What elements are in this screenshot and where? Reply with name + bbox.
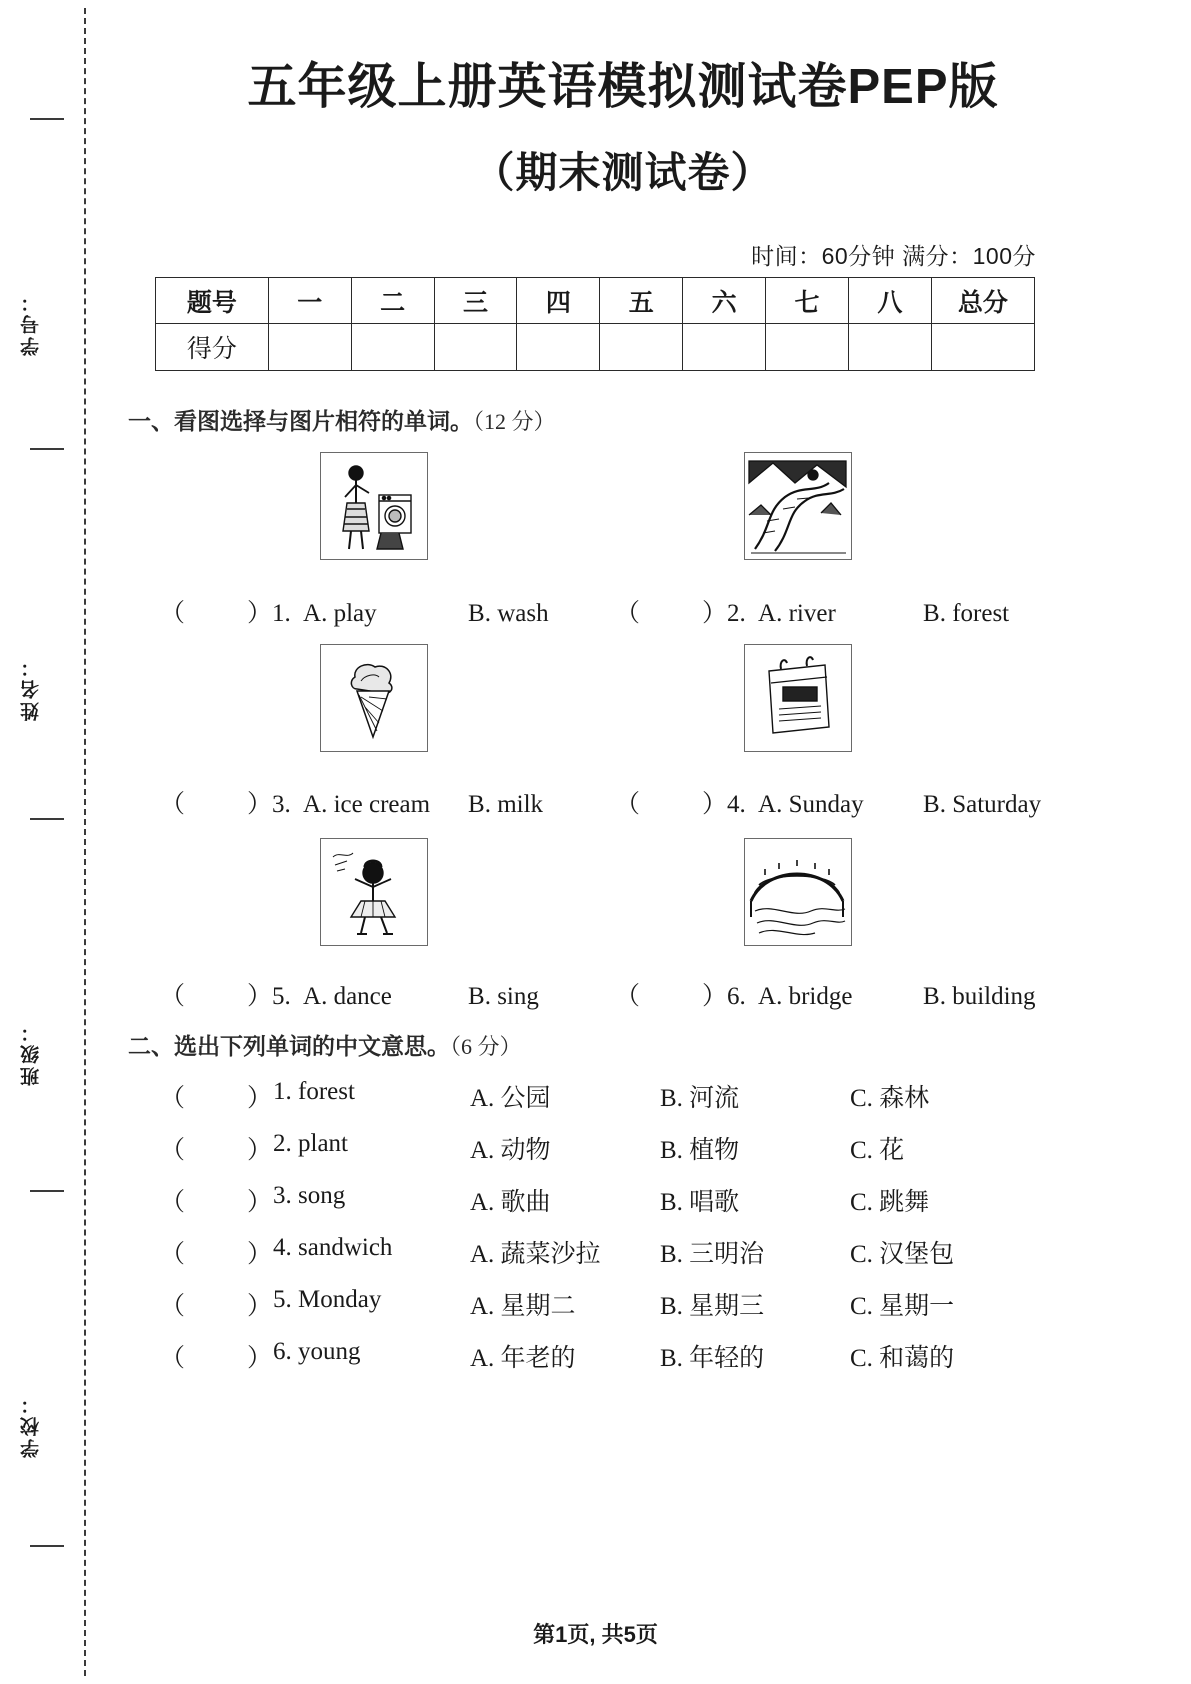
section-1-heading — [128, 403, 556, 436]
question-number-3: 3. — [272, 791, 291, 818]
score-cell-3[interactable] — [517, 324, 600, 371]
option-a-2[interactable]: A. river — [758, 600, 836, 627]
question-word-s2-2: plant — [298, 1130, 348, 1157]
score-cell-2[interactable] — [434, 324, 517, 371]
score-cell-total[interactable] — [931, 324, 1034, 371]
margin-label-name: 姓名： — [21, 655, 42, 721]
answer-bracket-s2-6[interactable]: （ ） — [160, 1345, 273, 1372]
question-1[interactable] — [160, 593, 549, 629]
question-number-1: 1. — [272, 600, 291, 627]
question-word-s2-1: forest — [298, 1078, 355, 1105]
question-number-s2-1: 1. — [273, 1078, 292, 1105]
margin-rule-3 — [30, 818, 64, 820]
question-6[interactable] — [615, 976, 1036, 1012]
woman-washing-clothes-icon — [321, 453, 426, 558]
answer-paren-close-1: ） — [247, 600, 273, 627]
question-number-s2-4: 4. — [273, 1234, 292, 1261]
option-b-6[interactable]: B. building — [923, 983, 1036, 1010]
question-5[interactable] — [160, 976, 539, 1012]
score-table-col-3: 四 — [517, 278, 600, 324]
option-b-5[interactable]: B. sing — [468, 983, 539, 1010]
answer-paren-open-1: （ — [160, 600, 186, 627]
option-a-3[interactable]: A. ice cream — [303, 791, 431, 818]
score-table-col-7: 八 — [848, 278, 931, 324]
score-table-col-2: 三 — [434, 278, 517, 324]
word-s2-4 — [273, 1234, 392, 1262]
option-b-s2-5[interactable]: B. 星期三 — [660, 1293, 765, 1320]
question-image-4 — [744, 644, 852, 752]
option-c-s2-5[interactable]: C. 星期一 — [850, 1293, 955, 1320]
option-b-s2-2[interactable]: B. 植物 — [660, 1137, 740, 1164]
option-c-s2-1[interactable]: C. 森林 — [850, 1085, 930, 1112]
score-cell-1[interactable] — [351, 324, 434, 371]
question-image-5 — [320, 838, 428, 946]
question-word-s2-4: sandwich — [298, 1234, 393, 1261]
question-4[interactable] — [615, 784, 1041, 820]
section-2-heading — [128, 1028, 522, 1061]
question-number-2: 2. — [727, 600, 746, 627]
question-number-4: 4. — [727, 791, 746, 818]
margin-rule-1 — [30, 118, 64, 120]
arch-bridge-icon — [745, 839, 850, 944]
calendar-saturday-icon — [745, 645, 850, 750]
option-c-s2-3[interactable]: C. 跳舞 — [850, 1189, 930, 1216]
girl-dancing-icon — [321, 839, 426, 944]
option-a-4[interactable]: A. Sunday — [758, 791, 864, 818]
score-cell-5[interactable] — [683, 324, 766, 371]
answer-bracket-s2-2[interactable]: （ ） — [160, 1137, 273, 1164]
margin-label-class: 班级： — [21, 1020, 42, 1086]
score-table-row-label-0: 题号 — [156, 278, 269, 324]
word-s2-3 — [273, 1182, 345, 1210]
option-a-5[interactable]: A. dance — [303, 983, 392, 1010]
answer-paren-close-6: ） — [702, 983, 728, 1010]
question-number-s2-6: 6. — [273, 1338, 292, 1365]
score-cell-7[interactable] — [848, 324, 931, 371]
option-c-s2-2[interactable]: C. 花 — [850, 1137, 905, 1164]
question-number-s2-3: 3. — [273, 1182, 292, 1209]
answer-paren-close-4: ） — [702, 791, 728, 818]
score-cell-4[interactable] — [600, 324, 683, 371]
option-b-2[interactable]: B. forest — [923, 600, 1010, 627]
answer-paren-open-3: （ — [160, 791, 186, 818]
question-image-3 — [320, 644, 428, 752]
margin-rule-4 — [30, 1190, 64, 1192]
answer-paren-close-5: ） — [247, 983, 273, 1010]
question-number-s2-5: 5. — [273, 1286, 292, 1313]
option-a-s2-6[interactable]: A. 年老的 — [470, 1345, 576, 1372]
question-image-2 — [744, 452, 852, 560]
option-a-1[interactable]: A. play — [303, 600, 377, 627]
answer-bracket-s2-1[interactable]: （ ） — [160, 1085, 273, 1112]
word-s2-5 — [273, 1286, 381, 1314]
answer-bracket-s2-3[interactable]: （ ） — [160, 1189, 273, 1216]
score-cell-6[interactable] — [766, 324, 849, 371]
answer-paren-close-2: ） — [702, 600, 728, 627]
margin-label-school: 学校： — [21, 1392, 42, 1458]
option-a-s2-1[interactable]: A. 公园 — [470, 1085, 551, 1112]
score-table-col-total: 总分 — [931, 278, 1034, 324]
question-number-s2-2: 2. — [273, 1130, 292, 1157]
option-c-s2-6[interactable]: C. 和蔼的 — [850, 1345, 955, 1372]
question-word-s2-5: Monday — [298, 1286, 382, 1313]
section-2-points: （6 分） — [450, 1034, 522, 1059]
answer-paren-open-6: （ — [615, 983, 641, 1010]
section-1-points: （12 分） — [473, 409, 556, 434]
margin-rule-5 — [30, 1545, 64, 1547]
table-row-header — [156, 278, 1035, 324]
score-table-col-6: 七 — [766, 278, 849, 324]
margin-label-student-id: 学号： — [21, 290, 42, 356]
river-landscape-icon — [745, 453, 850, 558]
option-a-s2-5[interactable]: A. 星期二 — [470, 1293, 576, 1320]
answer-bracket-s2-4[interactable]: （ ） — [160, 1241, 273, 1268]
option-b-1[interactable]: B. wash — [468, 600, 549, 627]
margin-rule-2 — [30, 448, 64, 450]
word-s2-6 — [273, 1338, 361, 1366]
score-table-col-4: 五 — [600, 278, 683, 324]
question-2[interactable] — [615, 593, 1009, 629]
page-subtitle: （期末测试卷） — [472, 149, 774, 196]
answer-paren-open-2: （ — [615, 600, 641, 627]
question-image-1 — [320, 452, 428, 560]
answer-paren-open-4: （ — [615, 791, 641, 818]
page-footer: 第1页, 共5页 — [533, 1622, 658, 1647]
score-table-col-5: 六 — [683, 278, 766, 324]
question-word-s2-3: song — [298, 1182, 346, 1209]
option-b-s2-4[interactable]: B. 三明治 — [660, 1241, 765, 1268]
question-word-s2-6: young — [298, 1338, 361, 1365]
option-a-s2-3[interactable]: A. 歌曲 — [470, 1189, 551, 1216]
question-image-6 — [744, 838, 852, 946]
score-table — [155, 277, 1035, 371]
option-a-s2-4[interactable]: A. 蔬菜沙拉 — [470, 1241, 601, 1268]
section-2-heading-text: 二、选出下列单词的中文意思。 — [128, 1033, 450, 1059]
answer-paren-close-3: ） — [247, 791, 273, 818]
ice-cream-cone-icon — [321, 645, 426, 750]
exam-meta-info: 时间：60分钟 满分：100分 — [751, 243, 1036, 269]
option-b-3[interactable]: B. milk — [468, 791, 544, 818]
word-s2-1 — [273, 1078, 355, 1106]
question-number-6: 6. — [727, 983, 746, 1010]
answer-bracket-s2-5[interactable]: （ ） — [160, 1293, 273, 1320]
option-b-s2-3[interactable]: B. 唱歌 — [660, 1189, 740, 1216]
option-b-s2-6[interactable]: B. 年轻的 — [660, 1345, 765, 1372]
binding-dashed-line — [84, 8, 86, 1676]
table-row-scores — [156, 324, 1035, 371]
option-a-6[interactable]: A. bridge — [758, 983, 853, 1010]
question-3[interactable] — [160, 784, 543, 820]
answer-paren-open-5: （ — [160, 983, 186, 1010]
page-title: 五年级上册英语模拟测试卷PEP版 — [247, 60, 999, 114]
option-b-4[interactable]: B. Saturday — [923, 791, 1042, 818]
option-b-s2-1[interactable]: B. 河流 — [660, 1085, 740, 1112]
section-1-heading-text: 一、看图选择与图片相符的单词。 — [128, 408, 473, 434]
score-table-row-label-1: 得分 — [156, 324, 269, 371]
word-s2-2 — [273, 1130, 348, 1158]
score-table-col-0: 一 — [268, 278, 351, 324]
option-c-s2-4[interactable]: C. 汉堡包 — [850, 1241, 955, 1268]
score-table-col-1: 二 — [351, 278, 434, 324]
option-a-s2-2[interactable]: A. 动物 — [470, 1137, 551, 1164]
question-number-5: 5. — [272, 983, 291, 1010]
score-cell-0[interactable] — [268, 324, 351, 371]
